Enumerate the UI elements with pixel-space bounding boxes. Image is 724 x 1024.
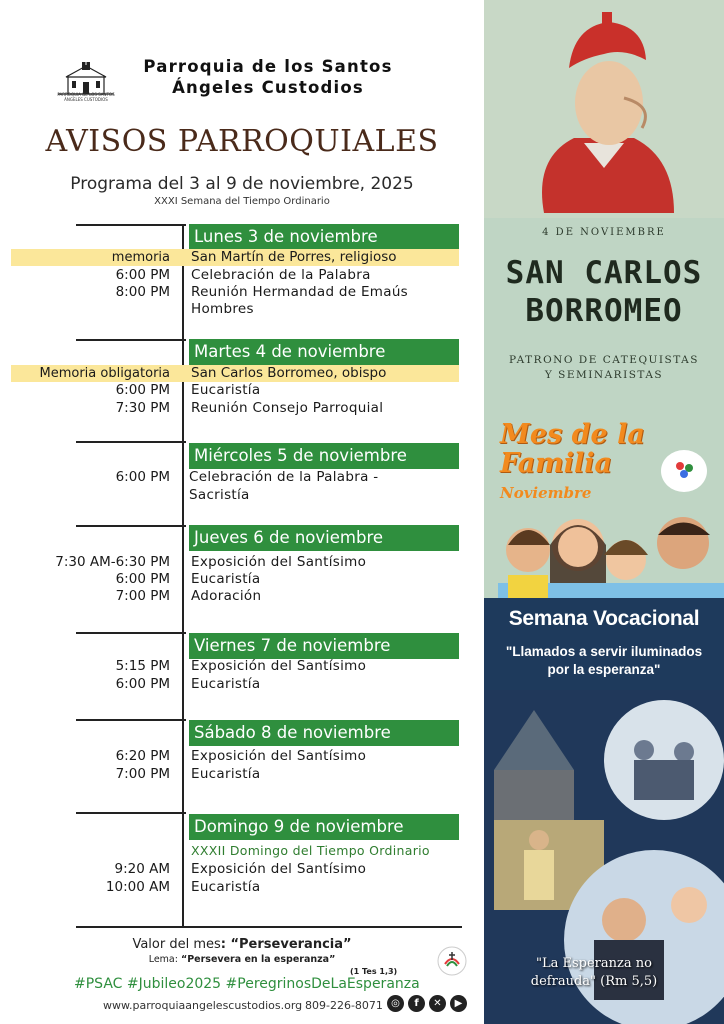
divider [76,525,186,527]
event-time: 7:30 PM [115,400,170,416]
event-time: 10:00 AM [105,879,170,895]
schedule-row [0,842,484,860]
day-header: Sábado 8 de noviembre [189,720,459,746]
schedule-row [0,587,484,605]
schedule-row [0,399,484,417]
day-header: Martes 4 de noviembre [189,339,459,365]
x-icon[interactable]: ✕ [429,995,446,1012]
motto [0,954,484,965]
event-name: Reunión Hermandad de Emaús [191,284,409,300]
event-time: 8:00 PM [115,284,170,300]
family-photo-image [498,505,724,599]
event-time: 7:30 AM-6:30 PM [55,554,170,570]
phone-number: 809-226-8071 [305,999,383,1012]
value-of-month [0,937,484,952]
event-time: 6:20 PM [115,748,170,764]
facebook-icon[interactable]: f [408,995,425,1012]
sidebar [484,0,724,1024]
memorial-label: memoria [111,250,170,265]
logo-caption: PARROQUIA DE LOS SANTOS ÁNGELES CUSTODIOS [57,92,115,102]
day-header: Domingo 9 de noviembre [189,814,459,840]
footer-divider [76,926,462,928]
schedule-row [0,657,484,675]
event-name: Reunión Consejo Parroquial [191,400,384,416]
website-link[interactable]: www.parroquiaangelescustodios.org [103,999,303,1012]
schedule-row [0,468,484,486]
day-header: Jueves 6 de noviembre [189,525,459,551]
hope-quote: "La Esperanza no defrauda" (Rm 5,5) [530,956,658,989]
parish-name: Parroquia de los Santos Ángeles Custodios [143,57,393,97]
schedule-row [0,266,484,284]
family-month-logo-icon [660,448,708,494]
family-month-subtitle: Noviembre [500,484,592,502]
schedule-row [0,747,484,765]
vocational-quote: "Llamados a servir iluminados por la esperanza" [505,644,703,677]
schedule-row [0,675,484,693]
memorial-text: San Carlos Borromeo, obispo [191,365,387,381]
event-name: Celebración de la Palabra - [189,469,379,485]
event-time: 7:00 PM [115,766,170,782]
divider [76,812,186,814]
vocational-week-title: Semana Vocacional [508,607,700,630]
liturgical-week: XXXI Semana del Tiempo Ordinario [154,196,330,207]
divider [76,441,186,443]
saint-patronage: PATRONO DE CATEQUISTAS Y SEMINARISTAS [509,354,699,381]
memorial-label: Memoria obligatoria [39,366,170,381]
event-time: 6:00 PM [115,469,170,485]
divider [76,224,186,226]
saint-name: SAN CARLOS BORROMEO [505,255,703,329]
value-label: Valor del mes [132,937,221,952]
event-time: 7:00 PM [115,588,170,604]
jubilee-logo-icon [437,946,467,976]
hashtags: #PSAC #Jubileo2025 #PeregrinosDeLaEsperanza [74,976,420,992]
schedule-row [0,381,484,399]
sunday-note: XXXII Domingo del Tiempo Ordinario [191,843,430,858]
instagram-icon[interactable]: ◎ [387,995,404,1012]
event-name: Eucaristía [191,382,261,398]
event-name: Celebración de la Palabra [191,267,371,283]
event-name: Eucaristía [191,879,261,895]
event-name: Exposición del Santísimo [191,861,367,877]
bible-citation: (1 Tes 1,3) [350,967,398,976]
event-name: Exposición del Santísimo [191,554,367,570]
schedule-row [0,570,484,588]
schedule-row [0,878,484,896]
motto-label: Lema: [148,954,181,965]
event-time: 6:00 PM [115,676,170,692]
event-name: Adoración [191,588,262,604]
page-title: AVISOS PARROQUIALES [45,124,439,159]
memorial-text: San Martín de Porres, religioso [191,249,397,265]
day-header: Lunes 3 de noviembre [189,224,459,250]
event-time: 5:15 PM [115,658,170,674]
day-header: Miércoles 5 de noviembre [189,443,459,469]
event-name: Exposición del Santísimo [191,658,367,674]
program-dates: Programa del 3 al 9 de noviembre, 2025 [70,174,414,194]
motto-text: “Persevera en la esperanza” [180,954,336,965]
youtube-icon[interactable]: ▶ [450,995,467,1012]
divider [76,632,186,634]
divider [76,339,186,341]
schedule-row [0,765,484,783]
event-time: 6:00 PM [115,571,170,587]
event-time: 6:00 PM [115,267,170,283]
schedule-row [0,283,484,301]
event-name: Exposición del Santísimo [191,748,367,764]
value-text: : “Perseverancia” [220,937,352,952]
event-name: Eucaristía [191,766,261,782]
event-time: 9:20 AM [114,861,170,877]
family-month-title: Mes de la Familia [500,419,645,479]
social-icons [387,995,469,1013]
event-time: 6:00 PM [115,382,170,398]
schedule-row [0,553,484,571]
event-name: Eucaristía [191,676,261,692]
event-name: Hombres [191,301,254,317]
saint-portrait-image [514,8,694,213]
schedule-row [0,860,484,878]
feast-date: 4 DE NOVIEMBRE [542,227,666,238]
divider [76,719,186,721]
event-name: Sacristía [189,487,250,503]
schedule-row [0,300,484,318]
day-header: Viernes 7 de noviembre [189,633,459,659]
schedule-row [0,486,484,504]
event-name: Eucaristía [191,571,261,587]
